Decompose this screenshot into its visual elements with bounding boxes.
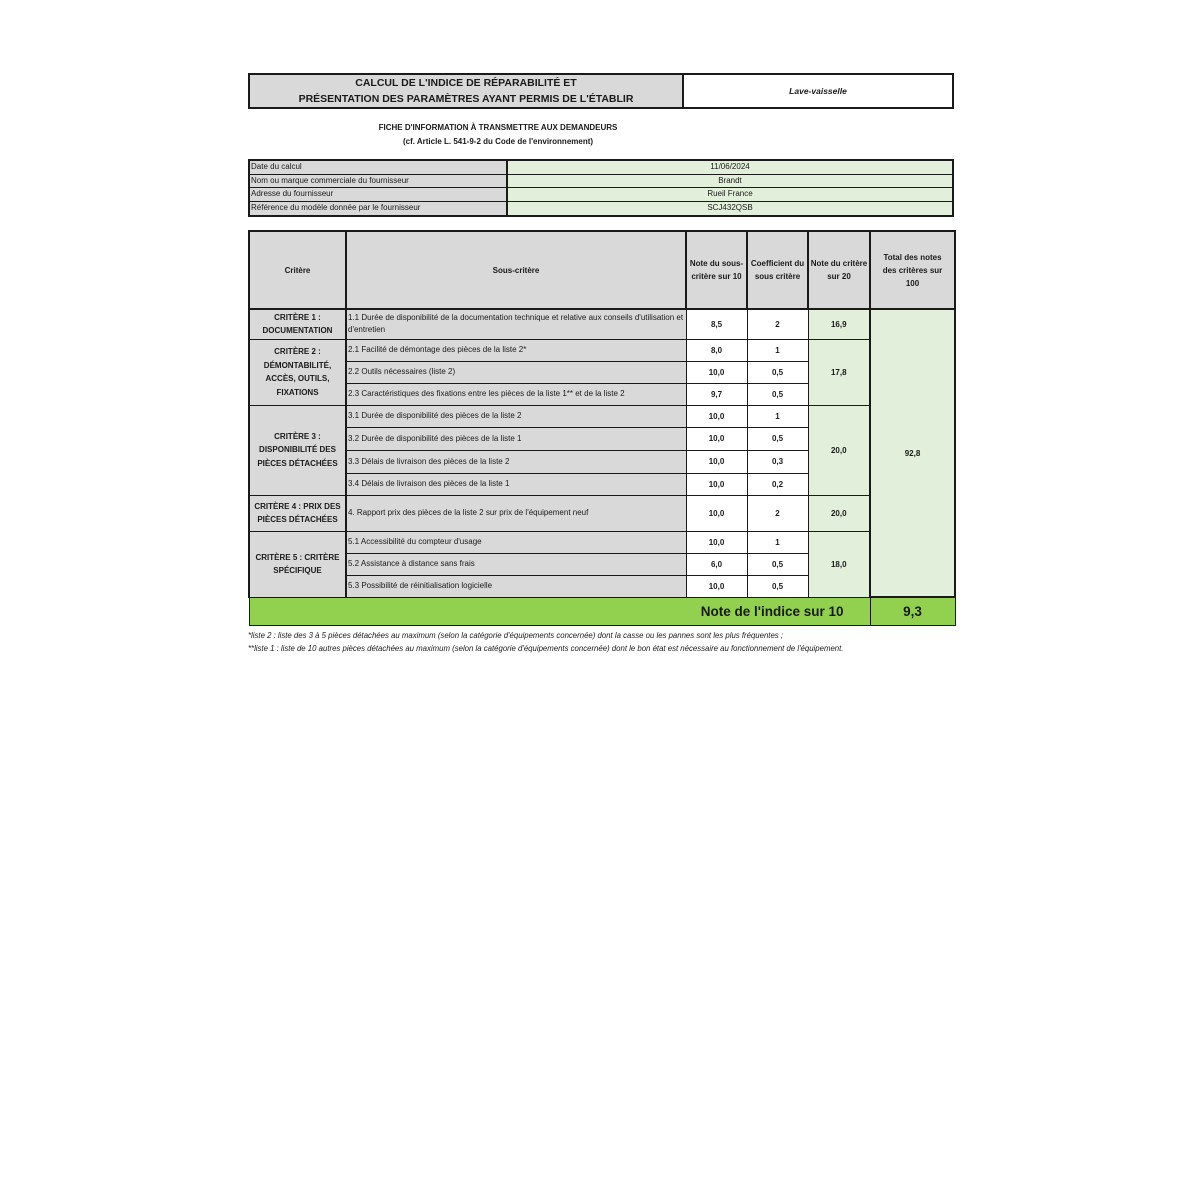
info-value: Rueil France	[508, 188, 952, 201]
subcriterion-note: 9,7	[686, 383, 747, 405]
info-label: Date du calcul	[250, 161, 508, 174]
index-row	[249, 597, 955, 625]
criterion-5: CRITÈRE 5 : CRITÈRE SPÉCIFIQUE	[249, 531, 346, 597]
subcriterion-note: 10,0	[686, 361, 747, 383]
criterion-5-score: 18,0	[808, 531, 870, 597]
subtitle-line-2: (cf. Article L. 541-9-2 du Code de l'environnement)	[402, 137, 594, 146]
criterion-1-score: 16,9	[808, 309, 870, 339]
footnote-list-2: *liste 2 : liste des 3 à 5 pièces détachées au maximum (selon la catégorie d'équipements concernée) dont la casse ou les pannes sont les plus fréquentes ;	[248, 630, 784, 640]
subcriterion-coef: 0,5	[747, 427, 808, 450]
criteria-table	[248, 230, 956, 626]
subcriterion-coef: 2	[747, 495, 808, 531]
subtitle-line-1: FICHE D'INFORMATION À TRANSMETTRE AUX DEMANDEURS	[378, 123, 618, 132]
index-label: Note de l'indice sur 10	[249, 597, 870, 625]
header-note-critere: Note du critère sur 20	[808, 231, 870, 309]
index-value: 9,3	[870, 597, 955, 625]
subcriterion-label: 2.3 Caractéristiques des fixations entre les pièces de la liste 1** et de la liste 2	[346, 383, 686, 405]
header-critere: Critère	[249, 231, 346, 309]
subcriterion-label: 2.2 Outils nécessaires (liste 2)	[346, 361, 686, 383]
subcriterion-note: 10,0	[686, 575, 747, 597]
title-line-2: PRÉSENTATION DES PARAMÈTRES AYANT PERMIS DE L'ÉTABLIR	[298, 93, 634, 105]
subcriterion-note: 10,0	[686, 427, 747, 450]
subcriterion-note: 10,0	[686, 495, 747, 531]
criterion-2-score: 17,8	[808, 339, 870, 405]
subcriterion-note: 10,0	[686, 405, 747, 427]
footnotes	[248, 629, 928, 656]
table-row	[249, 531, 955, 553]
subcriterion-label: 5.1 Accessibilité du compteur d'usage	[346, 531, 686, 553]
subcriterion-coef: 1	[747, 405, 808, 427]
criterion-3-score: 20,0	[808, 405, 870, 495]
title-line-1: CALCUL DE L'INDICE DE RÉPARABILITÉ ET	[355, 77, 577, 89]
criterion-1: CRITÈRE 1 : DOCUMENTATION	[249, 309, 346, 339]
subcriterion-label: 4. Rapport prix des pièces de la liste 2 sur prix de l'équipement neuf	[346, 495, 686, 531]
subcriterion-note: 10,0	[686, 450, 747, 473]
subcriterion-coef: 0,5	[747, 553, 808, 575]
grand-total: 92,8	[870, 309, 955, 597]
subcriterion-coef: 2	[747, 309, 808, 339]
sheet-header	[248, 73, 954, 109]
header-coefficient: Coefficient du sous critère	[747, 231, 808, 309]
subcriterion-coef: 0,5	[747, 575, 808, 597]
subcriterion-note: 8,0	[686, 339, 747, 361]
supplier-info-table	[248, 159, 954, 217]
info-row	[250, 175, 952, 189]
subcriterion-coef: 1	[747, 339, 808, 361]
header-sous-critere: Sous-critère	[346, 231, 686, 309]
info-value: SCJ432QSB	[508, 202, 952, 216]
subcriterion-label: 5.3 Possibilité de réinitialisation logicielle	[346, 575, 686, 597]
criterion-4-score: 20,0	[808, 495, 870, 531]
subcriterion-label: 3.4 Délais de livraison des pièces de la liste 1	[346, 473, 686, 495]
subcriterion-note: 8,5	[686, 309, 747, 339]
criterion-4: CRITÈRE 4 : PRIX DES PIÈCES DÉTACHÉES	[249, 495, 346, 531]
info-label: Nom ou marque commerciale du fournisseur	[250, 175, 508, 188]
footnote-list-1: **liste 1 : liste de 10 autres pièces détachées au maximum (selon la catégorie d'équipements concernée) dont le bon état est nécessaire au fonctionnement de l'équipement.	[248, 644, 844, 653]
subcriterion-note: 6,0	[686, 553, 747, 575]
subcriterion-label: 1.1 Durée de disponibilité de la documentation technique et relative aux conseils d'utilisation et d'entretien	[346, 309, 686, 339]
criterion-2: CRITÈRE 2 : DÉMONTABILITÉ, ACCÈS, OUTILS, FIXATIONS	[249, 339, 346, 405]
subcriterion-label: 2.1 Facilité de démontage des pièces de la liste 2*	[346, 339, 686, 361]
subcriterion-label: 3.3 Délais de livraison des pièces de la liste 2	[346, 450, 686, 473]
subcriterion-label: 5.2 Assistance à distance sans frais	[346, 553, 686, 575]
subcriterion-note: 10,0	[686, 531, 747, 553]
subcriterion-coef: 0,5	[747, 383, 808, 405]
criterion-3: CRITÈRE 3 : DISPONIBILITÉ DES PIÈCES DÉTACHÉES	[249, 405, 346, 495]
subcriterion-coef: 1	[747, 531, 808, 553]
table-header-row	[249, 231, 955, 309]
info-value: 11/06/2024	[508, 161, 952, 174]
subcriterion-coef: 0,2	[747, 473, 808, 495]
sheet-title	[248, 73, 684, 109]
form-subtitle	[248, 121, 748, 149]
table-row	[249, 495, 955, 531]
table-row	[249, 405, 955, 427]
info-row	[250, 188, 952, 202]
table-row	[249, 309, 955, 339]
header-note-sous-critere: Note du sous-critère sur 10	[686, 231, 747, 309]
table-row	[249, 339, 955, 361]
subcriterion-note: 10,0	[686, 473, 747, 495]
info-label: Référence du modèle donnée par le fournisseur	[250, 202, 508, 216]
info-value: Brandt	[508, 175, 952, 188]
header-total: Total des notes des critères sur 100	[870, 231, 955, 309]
product-type: Lave-vaisselle	[684, 73, 954, 109]
subcriterion-coef: 0,5	[747, 361, 808, 383]
subcriterion-label: 3.1 Durée de disponibilité des pièces de la liste 2	[346, 405, 686, 427]
info-label: Adresse du fournisseur	[250, 188, 508, 201]
subcriterion-coef: 0,3	[747, 450, 808, 473]
repairability-sheet	[248, 73, 954, 656]
subcriterion-label: 3.2 Durée de disponibilité des pièces de la liste 1	[346, 427, 686, 450]
info-row	[250, 161, 952, 175]
info-row	[250, 202, 952, 216]
